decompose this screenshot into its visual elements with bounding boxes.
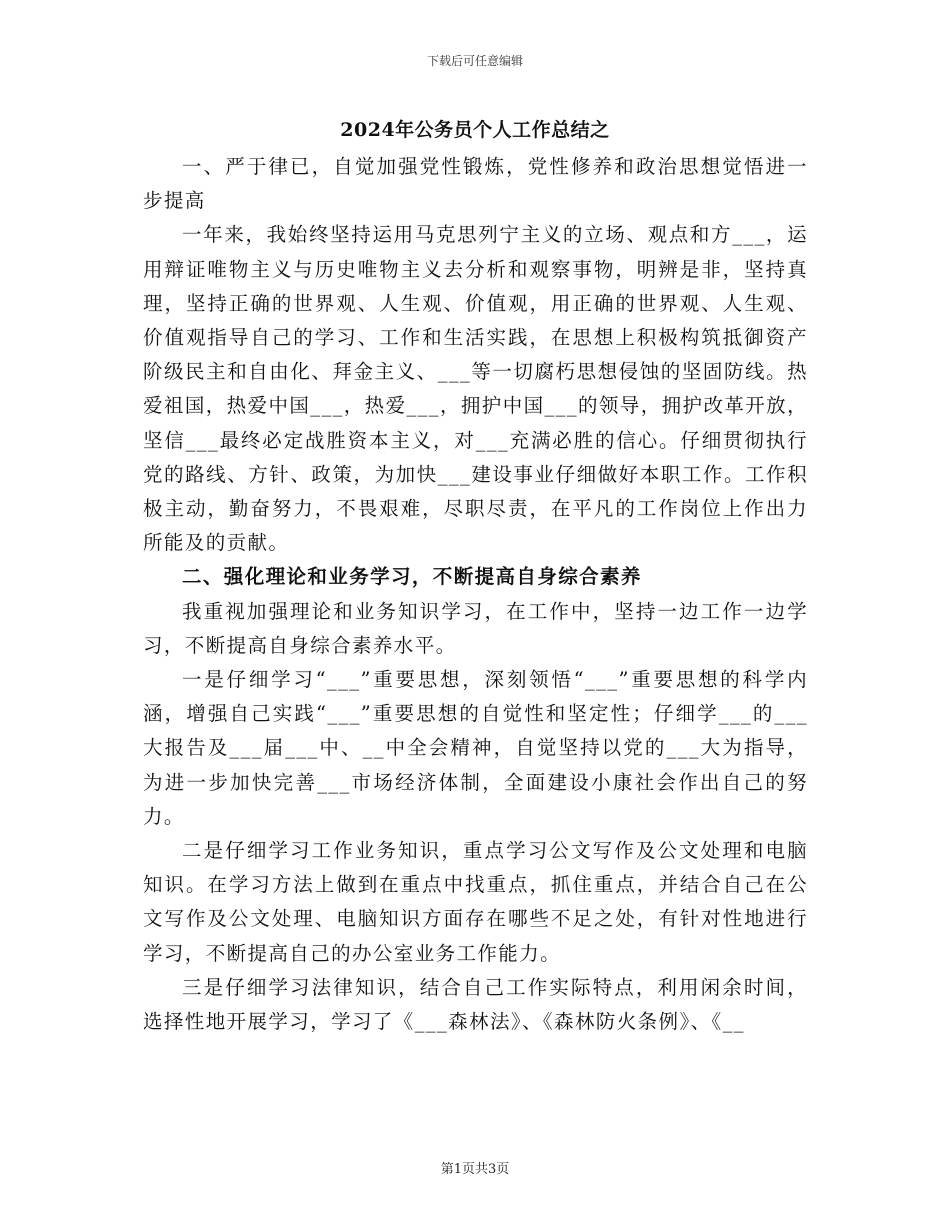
document-body [143,150,808,1039]
body-paragraph: 我重视加强理论和业务知识学习，在工作中，坚持一边工作一边学习，不断提高自身综合素养水平。 [143,599,808,657]
document-title: 2024年公务员个人工作总结之 [340,119,610,141]
body-paragraph: 三是仔细学习法律知识，结合自己工作实际特点，利用闲余时间，选择性地开展学习，学习了《___森林法》、《森林防火条例》、《__ [143,975,808,1034]
page-number: 第1页共3页 [440,1162,510,1177]
section-heading-1: 一、严于律已，自觉加强党性锻炼，党性修养和政治思想觉悟进一步提高 [143,155,808,213]
body-paragraph: 一年来，我始终坚持运用马克思列宁主义的立场、观点和方___，运用辩证唯物主义与历史唯物主义去分析和观察事物，明辨是非，坚持真理，坚持正确的世界观、人生观、价值观，用正确的世界观、人生观、价值观指导自己的学习、工作和生活实践，在思想上积极构筑抵御资产阶级民主和自由化、拜金主义、___等一切腐朽思想侵蚀的坚固防线。热爱祖国，热爱中国___，热爱___，拥护中国___的领导，拥护改革开放，坚信___最终必定战胜资本主义，对___充满必胜的信心。仔细贯彻执行党的路线、方针、政策，为加快___建设事业仔细做好本职工作。工作积极主动，勤奋努力，不畏艰难，尽职尽责，在平凡的工作岗位上作出力所能及的贡献。 [143,223,808,555]
section-heading-2: 二、强化理论和业务学习，不断提高自身综合素养 [182,565,642,589]
header-note: 下载后可任意编辑 [426,54,523,68]
body-paragraph: 一是仔细学习“___”重要思想，深刻领悟“___”重要思想的科学内涵，增强自己实践“___”重要思想的自觉性和坚定性；仔细学___的___大报告及___届___中、__中全会精神，自觉坚持以党的___大为指导，为进一步加快完善___市场经济体制，全面建设小康社会作出自己的努力。 [143,668,808,828]
body-paragraph: 二是仔细学习工作业务知识，重点学习公文写作及公文处理和电脑知识。在学习方法上做到在重点中找重点，抓住重点，并结合自己在公文写作及公文处理、电脑知识方面存在哪些不足之处，有针对性地进行学习，不断提高自己的办公室业务工作能力。 [143,839,808,965]
